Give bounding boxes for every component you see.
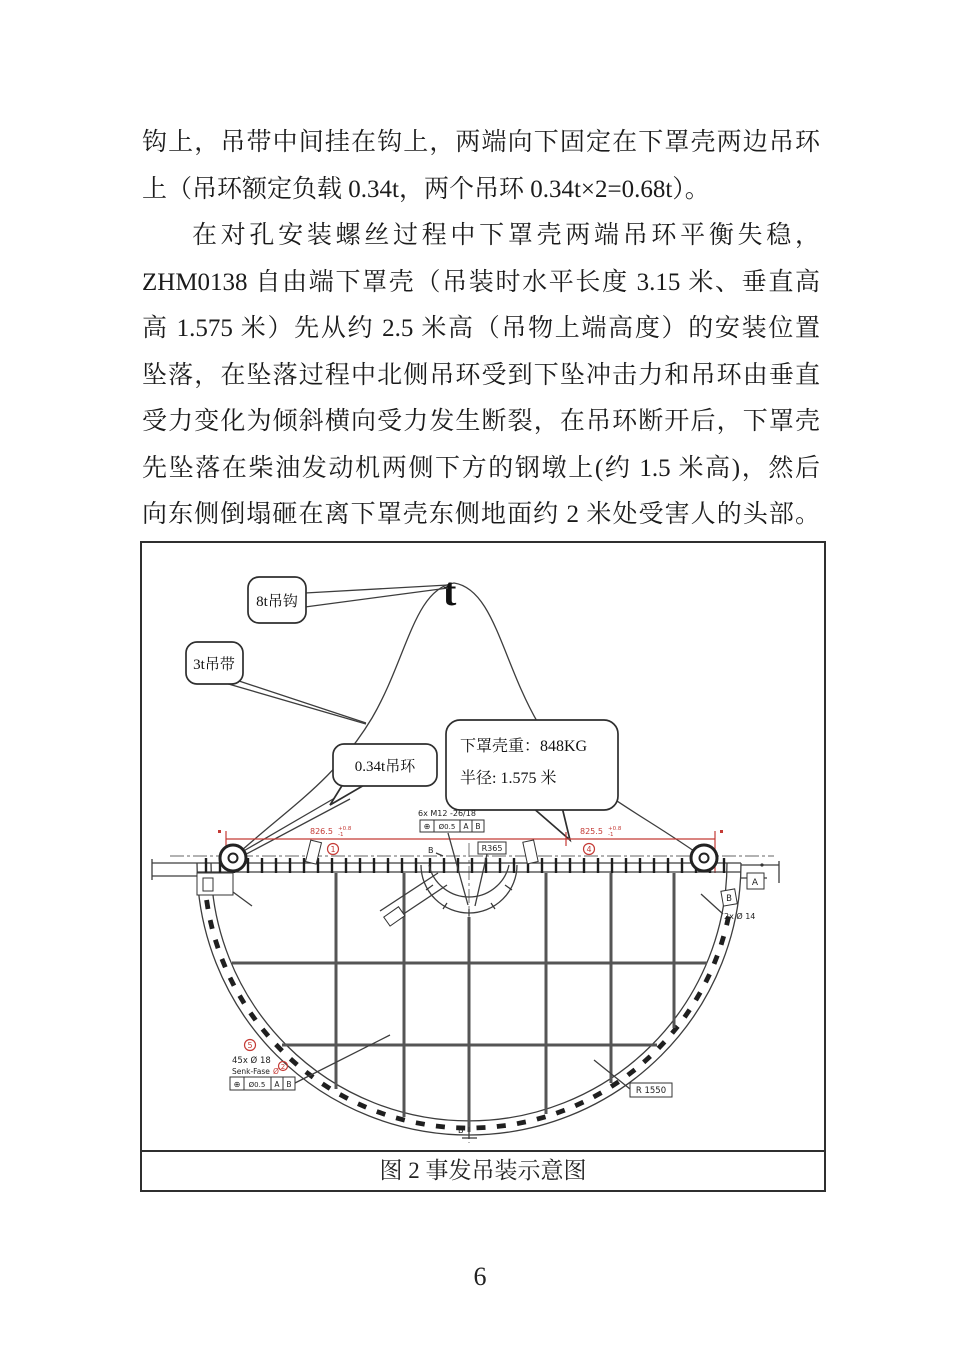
rim-bolt-hole — [357, 1101, 367, 1109]
fcf-leader — [448, 833, 468, 905]
balloon-senk-number: 2 — [280, 1063, 286, 1071]
text-line: 在对孔安装螺丝过程中下罩壳两端吊环平衡失稳， — [192, 222, 820, 249]
right-plate-dot — [760, 863, 763, 866]
dim-right-value: 825.5 — [580, 827, 603, 836]
svg-text:⊕: ⊕ — [233, 1080, 241, 1089]
text-line: 钩上，吊带中间挂在钩上，两端向下固定在下罩壳两边吊环 — [142, 129, 820, 156]
rim-bolt-hole — [712, 955, 720, 965]
dimension-end-mark — [218, 830, 221, 833]
svg-text:Ø0.5: Ø0.5 — [248, 1081, 266, 1089]
hook-callout-label: 8t吊钩 — [256, 594, 298, 610]
b-bottom-label: B — [458, 1126, 464, 1135]
dim-left-value: 826.5 — [310, 827, 333, 836]
balloon-bottom-number: 5 — [247, 1041, 253, 1050]
rim-bolt-hole — [228, 977, 236, 987]
svg-text:Ø0.5: Ø0.5 — [438, 823, 456, 831]
left-tag-box — [197, 873, 233, 895]
rim-bolt-hole — [339, 1092, 349, 1100]
lifting-diagram — [142, 543, 824, 1150]
r365-label: R365 — [481, 844, 503, 853]
rim-bolt-hole — [376, 1109, 386, 1117]
flange-bolt-ticks — [206, 858, 724, 873]
figure-box — [140, 541, 826, 1192]
rim-bolt-hole — [261, 1028, 270, 1038]
rim-bolt-hole — [248, 1011, 257, 1021]
rim-bolt-hole — [683, 1008, 692, 1018]
b-mark: B — [428, 846, 434, 855]
rim-bolt-hole — [592, 1091, 602, 1100]
fcf-bottom — [230, 1077, 295, 1090]
rim-bolt-hole — [436, 1124, 445, 1130]
text-line: 高 1.575 米）先从约 2.5 米高（吊物上端高度）的安装位置 — [142, 315, 820, 342]
dia14-label: 2x Ø 14 — [724, 912, 756, 921]
r1550-label: R 1550 — [635, 1086, 667, 1096]
text-line: 先坠落在柴油发动机两侧下方的钢墩上(约 1.5 米高)，然后 — [142, 454, 820, 482]
info-radius-label: 半径: 1.575 米 — [460, 770, 557, 787]
rim-bolt-hole — [220, 958, 228, 968]
text-line: 向东侧倒塌砸在离下罩壳东侧地面约 2 米处受害人的头部。 — [142, 501, 820, 528]
dimension-end-mark — [720, 830, 723, 833]
shackle-leader — [235, 795, 340, 856]
left-tag-leader — [233, 892, 252, 906]
dim-left-sup: +0.8 — [338, 826, 352, 832]
datum-a-label: A — [751, 878, 759, 888]
rim-bolt-hole — [574, 1100, 584, 1108]
rim-bolt-hole — [555, 1108, 565, 1116]
rim-bolt-hole — [694, 991, 703, 1001]
fcf-top — [420, 820, 484, 832]
rim-bolt-hole — [517, 1120, 527, 1126]
shackle-bubble-tail — [330, 784, 366, 805]
rim-bolt-hole — [642, 1054, 652, 1064]
dim-left-sub: -1 — [338, 832, 344, 838]
rim-bolt-hole — [497, 1123, 507, 1129]
svg-text:B: B — [286, 1080, 292, 1089]
dim-right-sub: -1 — [608, 832, 614, 838]
balloon-right-number: 4 — [586, 845, 592, 854]
svg-text:A: A — [274, 1080, 280, 1089]
hook-leader — [305, 585, 448, 593]
lifting-eye-right — [691, 845, 717, 871]
sling-leader — [239, 681, 366, 723]
left-tag-inner — [203, 878, 213, 891]
svg-text:⊕: ⊕ — [423, 822, 431, 831]
rim-bolt-hole — [476, 1125, 485, 1130]
info-callout — [446, 720, 618, 810]
svg-text:B: B — [475, 822, 481, 831]
flange-tag — [523, 840, 538, 864]
shackle-callout-label: 0.34t吊环 — [354, 759, 416, 775]
text-line: 坠落，在坠落过程中北侧吊环受到下坠冲击力和吊环由垂直 — [142, 361, 820, 389]
rim-bolt-hole — [208, 919, 215, 929]
info-bubble-tail — [532, 807, 570, 840]
figure-caption: 图 2 事发吊装示意图 — [142, 1150, 824, 1190]
r365-leader — [475, 854, 487, 906]
rim-bolt-hole — [321, 1082, 331, 1091]
text-line: ZHM0138 自由端下罩壳（吊装时水平长度 3.15 米、垂直高 — [142, 268, 820, 296]
bolt-note: 6x M12 -26/18 — [418, 809, 476, 818]
rim-bolt-hole — [536, 1114, 546, 1121]
rim-bolt-hole — [213, 939, 220, 949]
fcf-bottom-leader — [295, 1035, 390, 1083]
hook-leader — [305, 588, 448, 607]
fan-tag — [384, 907, 405, 926]
datum-b-label: B — [726, 894, 732, 904]
rim-bolt-hole — [657, 1040, 667, 1050]
hook-glyph: t — [443, 569, 457, 614]
svg-text:A: A — [463, 822, 469, 831]
holes-note: 45x Ø 18 — [232, 1056, 271, 1066]
rim-bolt-hole — [703, 973, 711, 983]
text-line: 受力变化为倾斜横向受力发生断裂，在吊环断开后，下罩壳 — [142, 408, 820, 435]
balloon-left-number: 1 — [330, 845, 336, 854]
rim-bolt-hole — [626, 1068, 636, 1077]
dim-right-sup: +0.8 — [608, 826, 622, 832]
rim-bolt-hole — [719, 935, 726, 945]
rim-bolt-hole — [415, 1120, 425, 1126]
dia14-leader — [701, 894, 723, 914]
senk-dia-mark: Ø — [273, 1067, 279, 1076]
rim-bolt-hole — [289, 1057, 299, 1067]
body-text — [142, 120, 820, 539]
sling-leader — [225, 683, 366, 724]
info-weight-label: 下罩壳重：848KG — [460, 738, 588, 755]
b-mark-tick — [436, 853, 443, 856]
rim-bolt-hole — [238, 994, 247, 1004]
sling-callout-label: 3t吊带 — [193, 657, 235, 673]
lifting-eye-left — [220, 845, 246, 871]
rim-bolt-hole — [204, 900, 210, 910]
senk-note: Senk-Fase — [232, 1067, 270, 1076]
page-number: 6 — [473, 1262, 487, 1291]
text-line: 上（吊环额定负载 0.34t，两个吊环 0.34t×2=0.68t）。 — [142, 175, 710, 203]
